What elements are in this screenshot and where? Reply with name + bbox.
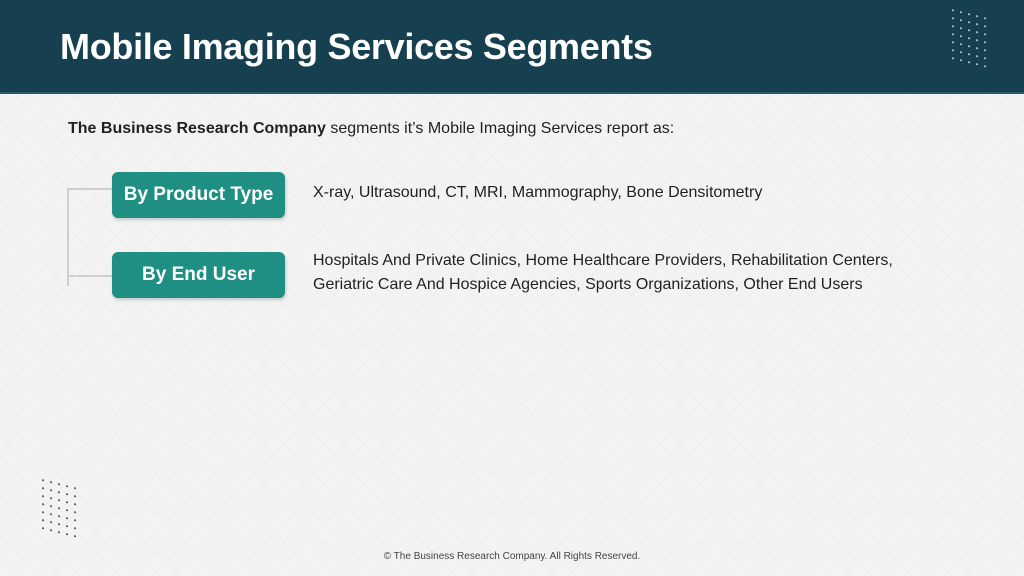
segment-label-end-user: By End User bbox=[112, 252, 285, 298]
tree-connector-branch bbox=[67, 188, 113, 190]
tree-connector-branch bbox=[67, 275, 113, 277]
intro-text bbox=[68, 118, 728, 139]
header-bar bbox=[0, 0, 1024, 94]
page-title: Mobile Imaging Services Segments bbox=[60, 26, 653, 67]
segment-label-product-type: By Product Type bbox=[112, 172, 285, 218]
company-name: The Business Research Company bbox=[68, 120, 326, 137]
dot-pattern-decoration bbox=[42, 479, 82, 545]
dot-pattern-decoration bbox=[952, 9, 992, 75]
intro-body: segments it’s Mobile Imaging Services report as: bbox=[325, 120, 675, 137]
segment-description-end-user: Hospitals And Private Clinics, Home Healthcare Providers, Rehabilitation Centers, Geriatric Care And Hospice Agencies, Sports Organizations, Other End Users bbox=[313, 252, 893, 293]
footer-copyright: © The Business Research Company. All Rights Reserved. bbox=[383, 551, 641, 562]
segment-description-product-type: X-ray, Ultrasound, CT, MRI, Mammography, Bone Densitometry bbox=[313, 184, 763, 201]
tree-connector-vertical bbox=[67, 188, 69, 286]
